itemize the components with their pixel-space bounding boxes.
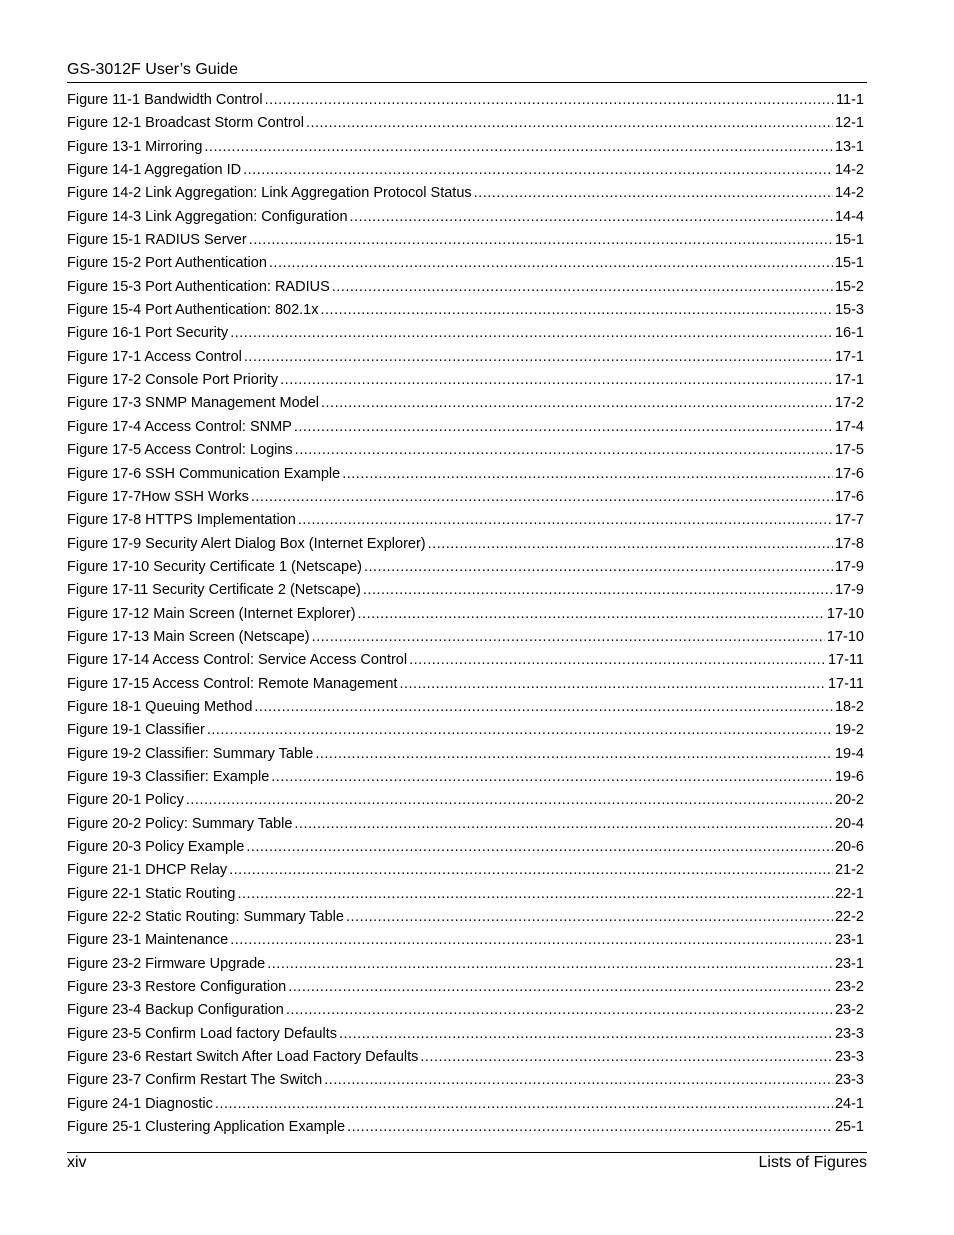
toc-entry-label: Figure 15-3 Port Authentication: RADIUS [67, 278, 330, 295]
toc-entry[interactable] [67, 89, 864, 112]
dot-leader [364, 556, 833, 579]
toc-entry-page: 24-1 [834, 1095, 864, 1112]
toc-entry-label: Figure 17-15 Access Control: Remote Management [67, 675, 398, 692]
toc-entry[interactable] [67, 766, 864, 789]
toc-entry[interactable] [67, 486, 864, 509]
toc-entry-page: 17-11 [827, 652, 864, 669]
toc-entry-label: Figure 17-13 Main Screen (Netscape) [67, 628, 310, 645]
dot-leader [269, 252, 833, 275]
toc-entry-label: Figure 23-2 Firmware Upgrade [67, 955, 266, 972]
dot-leader [251, 486, 833, 509]
toc-entry-label: Figure 24-1 Diagnostic [67, 1095, 213, 1112]
dot-leader [350, 206, 833, 229]
toc-entry-label: Figure 19-2 Classifier: Summary Table [67, 745, 314, 762]
toc-entry[interactable] [67, 579, 864, 602]
toc-entry[interactable] [67, 859, 864, 882]
toc-entry[interactable] [67, 299, 864, 322]
toc-entry-label: Figure 13-1 Mirroring [67, 138, 203, 155]
dot-leader [215, 1093, 833, 1116]
toc-entry-page: 21-2 [834, 862, 864, 879]
toc-entry[interactable] [67, 439, 864, 462]
toc-entry-page: 17-10 [826, 605, 864, 622]
toc-entry-label: Figure 16-1 Port Security [67, 325, 229, 342]
footer-page-number: xiv [67, 1154, 87, 1171]
dot-leader [294, 416, 833, 439]
toc-entry[interactable] [67, 556, 864, 579]
toc-entry[interactable] [67, 743, 864, 766]
toc-entry[interactable] [67, 719, 864, 742]
toc-entry-page: 23-3 [834, 1025, 864, 1042]
toc-entry[interactable] [67, 463, 864, 486]
toc-entry-label: Figure 15-2 Port Authentication [67, 255, 267, 272]
toc-entry-label: Figure 17-5 Access Control: Logins [67, 442, 293, 459]
dot-leader [342, 463, 833, 486]
dot-leader [254, 696, 833, 719]
toc-entry-label: Figure 22-1 Static Routing [67, 885, 236, 902]
toc-entry-page: 17-5 [834, 442, 864, 459]
dot-leader [332, 276, 833, 299]
toc-entry-page: 17-2 [834, 395, 864, 412]
dot-leader [363, 579, 833, 602]
toc-entry-label: Figure 17-4 Access Control: SNMP [67, 418, 292, 435]
dot-leader [324, 1069, 833, 1092]
dot-leader [265, 89, 834, 112]
dot-leader [280, 369, 833, 392]
toc-entry-label: Figure 14-3 Link Aggregation: Configuration [67, 208, 348, 225]
toc-entry-page: 18-2 [834, 698, 864, 715]
toc-entry[interactable] [67, 953, 864, 976]
toc-entry[interactable] [67, 813, 864, 836]
toc-entry[interactable] [67, 1116, 864, 1139]
dot-leader [321, 392, 833, 415]
toc-entry-label: Figure 25-1 Clustering Application Example [67, 1119, 346, 1136]
toc-entry-label: Figure 17-14 Access Control: Service Access Control [67, 652, 408, 669]
dot-leader [243, 159, 833, 182]
toc-entry-page: 20-2 [834, 792, 864, 809]
dot-leader [244, 346, 833, 369]
toc-entry[interactable] [67, 906, 864, 929]
toc-entry-label: Figure 21-1 DHCP Relay [67, 862, 228, 879]
toc-entry-label: Figure 11-1 Bandwidth Control [67, 92, 263, 108]
toc-entry-label: Figure 17-9 Security Alert Dialog Box (Internet Explorer) [67, 535, 426, 552]
dot-leader [315, 743, 833, 766]
toc-entry-page: 15-1 [834, 255, 864, 272]
toc-entry-page: 12-1 [834, 115, 864, 132]
toc-entry[interactable] [67, 1046, 864, 1069]
toc-entry[interactable] [67, 159, 864, 182]
dot-leader [204, 136, 833, 159]
dot-leader [409, 649, 826, 672]
dot-leader [346, 906, 833, 929]
toc-entry-page: 17-9 [834, 558, 864, 575]
toc-entry-page: 23-2 [834, 1002, 864, 1019]
toc-entry[interactable] [67, 649, 864, 672]
toc-entry[interactable] [67, 206, 864, 229]
dot-leader [339, 1023, 833, 1046]
dot-leader [230, 322, 833, 345]
toc-entry-page: 16-1 [834, 325, 864, 342]
toc-entry-page: 23-3 [834, 1049, 864, 1066]
toc-entry-page: 19-2 [834, 722, 864, 739]
toc-entry-label: Figure 14-1 Aggregation ID [67, 162, 242, 179]
toc-entry-page: 17-1 [834, 372, 864, 389]
toc-entry-page: 19-4 [834, 745, 864, 762]
toc-entry-page: 17-6 [834, 488, 864, 505]
toc-entry[interactable] [67, 112, 864, 135]
toc-entry-label: Figure 14-2 Link Aggregation: Link Aggregation Protocol Status [67, 185, 472, 202]
dot-leader [271, 766, 833, 789]
dot-leader [306, 112, 833, 135]
toc-entry-page: 23-1 [834, 955, 864, 972]
toc-entry-page: 17-11 [827, 675, 864, 692]
toc-entry-page: 17-8 [834, 535, 864, 552]
toc-entry[interactable] [67, 509, 864, 532]
toc-entry-page: 14-4 [834, 208, 864, 225]
dot-leader [207, 719, 833, 742]
footer-section-title: Lists of Figures [758, 1154, 867, 1171]
dot-leader [347, 1116, 833, 1139]
toc-entry-label: Figure 18-1 Queuing Method [67, 698, 253, 715]
toc-entry[interactable] [67, 136, 864, 159]
toc-entry-page: 17-10 [826, 628, 864, 645]
dot-leader [298, 509, 833, 532]
toc-entry-label: Figure 17-3 SNMP Management Model [67, 395, 319, 412]
toc-entry-page: 23-2 [834, 979, 864, 996]
toc-entry-label: Figure 23-7 Confirm Restart The Switch [67, 1072, 323, 1089]
toc-entry-page: 22-1 [834, 885, 864, 902]
toc-entry-label: Figure 20-3 Policy Example [67, 839, 245, 855]
toc-entry[interactable] [67, 1069, 864, 1092]
toc-entry-page: 13-1 [834, 138, 864, 155]
toc-entry-label: Figure 19-3 Classifier: Example [67, 768, 270, 785]
dot-leader [237, 883, 833, 906]
dot-leader [321, 299, 833, 322]
footer-divider [67, 1152, 867, 1153]
toc-entry-label: Figure 17-12 Main Screen (Internet Explorer) [67, 605, 356, 622]
toc-entry-page: 14-2 [834, 185, 864, 202]
toc-entry-label: Figure 17-2 Console Port Priority [67, 372, 279, 389]
toc-entry[interactable] [67, 276, 864, 299]
toc-entry[interactable] [67, 252, 864, 275]
toc-entry-label: Figure 17-6 SSH Communication Example [67, 465, 341, 482]
dot-leader [294, 813, 833, 836]
toc-entry[interactable] [67, 673, 864, 696]
toc-entry-page: 22-2 [834, 909, 864, 926]
toc-entry[interactable] [67, 603, 864, 626]
toc-entry-page: 23-1 [834, 932, 864, 949]
toc-entry-label: Figure 20-1 Policy [67, 792, 184, 809]
toc-entry-page: 17-7 [834, 512, 864, 529]
toc-entry-label: Figure 15-1 RADIUS Server [67, 232, 247, 249]
toc-entry[interactable] [67, 533, 864, 556]
toc-entry-page: 15-2 [834, 278, 864, 295]
toc-entry[interactable] [67, 789, 864, 812]
toc-entry-page: 17-6 [834, 465, 864, 482]
toc-entry[interactable] [67, 696, 864, 719]
dot-leader [246, 836, 833, 859]
toc-entry[interactable] [67, 369, 864, 392]
toc-entry-page: 20-6 [834, 839, 864, 855]
page-header-title: GS-3012F User’s Guide [67, 61, 239, 78]
toc-entry-label: Figure 17-11 Security Certificate 2 (Netscape) [67, 582, 361, 599]
dot-leader [230, 929, 833, 952]
toc-entry-page: 17-9 [834, 582, 864, 599]
toc-entry[interactable] [67, 626, 864, 649]
toc-entry[interactable] [67, 976, 864, 999]
toc-entry-page: 25-1 [834, 1119, 864, 1136]
dot-leader [474, 182, 833, 205]
toc-entry-label: Figure 12-1 Broadcast Storm Control [67, 115, 304, 132]
toc-entry-label: Figure 17-8 HTTPS Implementation [67, 512, 296, 529]
toc-entry[interactable] [67, 929, 864, 952]
toc-entry-label: Figure 23-3 Restore Configuration [67, 979, 287, 996]
toc-entry-page: 15-3 [834, 302, 864, 319]
toc-entry-label: Figure 23-6 Restart Switch After Load Factory Defaults [67, 1049, 419, 1066]
toc-entry[interactable] [67, 416, 864, 439]
toc-entry-label: Figure 17-7How SSH Works [67, 488, 249, 505]
toc-entry[interactable] [67, 229, 864, 252]
toc-entry-label: Figure 23-1 Maintenance [67, 932, 229, 949]
toc-entry-page: 19-6 [834, 768, 864, 785]
toc-entry-page: 17-1 [834, 348, 864, 365]
toc-entry-page: 14-2 [834, 162, 864, 179]
toc-entry[interactable] [67, 322, 864, 345]
toc-entry-page: 23-3 [834, 1072, 864, 1089]
toc-entry-page: 15-1 [834, 232, 864, 249]
toc-entry[interactable] [67, 1093, 864, 1116]
toc-entry-page: 20-4 [834, 815, 864, 832]
toc-entry-page: 17-4 [834, 418, 864, 435]
toc-entry-page: 11-1 [836, 92, 864, 108]
dot-leader [399, 673, 826, 696]
toc-entry-label: Figure 17-1 Access Control [67, 348, 242, 365]
toc-entry[interactable] [67, 883, 864, 906]
toc-entry-label: Figure 20-2 Policy: Summary Table [67, 815, 293, 832]
dot-leader [229, 859, 833, 882]
header-divider [67, 82, 867, 83]
dot-leader [428, 533, 833, 556]
toc-entry[interactable] [67, 1023, 864, 1046]
toc-entry-label: Figure 19-1 Classifier [67, 722, 205, 739]
dot-leader [186, 789, 833, 812]
dot-leader [249, 229, 833, 252]
dot-leader [358, 603, 825, 626]
dot-leader [286, 999, 833, 1022]
list-of-figures [67, 89, 864, 1139]
toc-entry-label: Figure 17-10 Security Certificate 1 (Netscape) [67, 558, 362, 575]
dot-leader [295, 439, 833, 462]
toc-entry-label: Figure 23-4 Backup Configuration [67, 1002, 284, 1019]
toc-entry[interactable] [67, 392, 864, 415]
toc-entry-label: Figure 15-4 Port Authentication: 802.1x [67, 302, 319, 319]
toc-entry[interactable] [67, 346, 864, 369]
toc-entry[interactable] [67, 182, 864, 205]
dot-leader [267, 953, 833, 976]
toc-entry[interactable] [67, 999, 864, 1022]
toc-entry-label: Figure 23-5 Confirm Load factory Defaults [67, 1025, 337, 1042]
dot-leader [312, 626, 825, 649]
dot-leader [420, 1046, 833, 1069]
toc-entry[interactable] [67, 836, 864, 859]
dot-leader [288, 976, 833, 999]
toc-entry-label: Figure 22-2 Static Routing: Summary Table [67, 909, 344, 926]
